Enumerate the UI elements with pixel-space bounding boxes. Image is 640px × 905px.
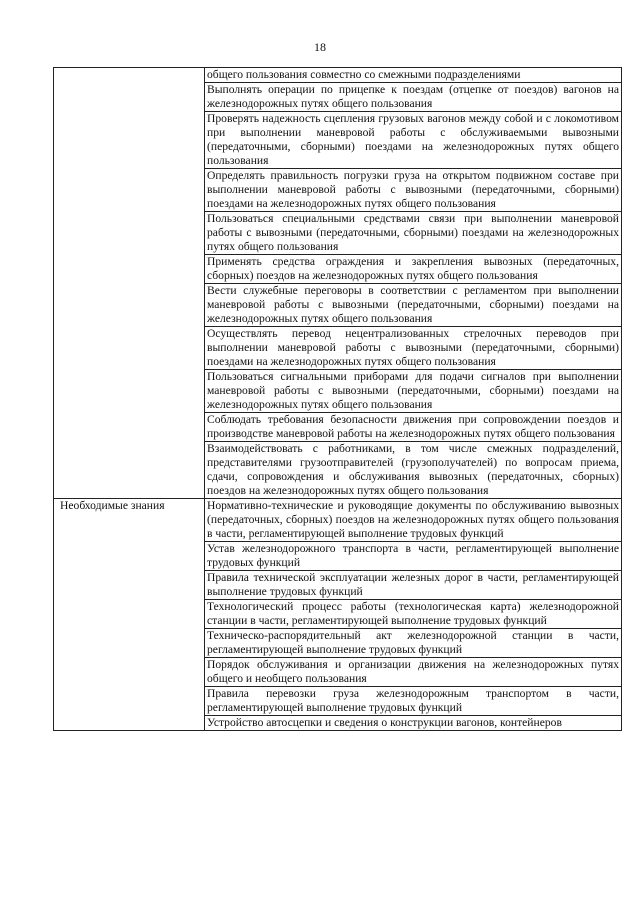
- requirement-text: Техническо-распорядительный акт железнодорожной станции в части, регламентирующей выполнение трудовых функций: [207, 629, 619, 656]
- section-label: Необходимые знания: [60, 499, 165, 512]
- requirement-text: Взаимодействовать с работниками, в том числе смежных подразделений, представителями грузоотправителей (грузополучателей) по вопросам приема, сдачи, сопровождения и обслуживания вывозных (передаточных, сборных) поездов на железнодорожных путях общего пользования: [207, 442, 619, 497]
- requirement-text: Проверять надежность сцепления грузовых вагонов между собой и с локомотивом при выполнении маневровой работы с обслуживаемыми вывозными (передаточными, сборными) поездами на железнодорожных путях общего пользования: [207, 112, 619, 167]
- requirement-text: Правила перевозки груза железнодорожным транспортом в части, регламентирующей выполнение трудовых функций: [207, 687, 619, 714]
- requirement-cell: [205, 284, 622, 327]
- requirement-text: Осуществлять перевод нецентрализованных стрелочных переводов при выполнении маневровой работы с вывозными (передаточными, сборными) поездами на железнодорожных путях общего пользования: [207, 327, 619, 368]
- requirement-cell: [205, 600, 622, 629]
- page-number: 18: [314, 40, 326, 54]
- requirement-cell: [205, 629, 622, 658]
- requirement-cell: [205, 687, 622, 716]
- requirement-cell: [205, 571, 622, 600]
- requirement-text: Нормативно-технические и руководящие документы по обслуживанию вывозных (передаточных, сборных) поездов на железнодорожных путях общего пользования в части, регламентирующей выполнение трудовых функций: [207, 499, 619, 540]
- requirement-text: Применять средства ограждения и закрепления вывозных (передаточных, сборных) поездов на железнодорожных путях общего пользования: [207, 255, 619, 282]
- requirements-table: [53, 67, 622, 731]
- requirement-cell: [205, 83, 622, 112]
- table-body: [54, 68, 622, 731]
- table-row: [54, 499, 622, 542]
- requirement-text: Выполнять операции по прицепке к поездам (отцепке от поездов) вагонов на железнодорожных путях общего пользования: [207, 83, 619, 110]
- requirement-cell: [205, 499, 622, 542]
- requirement-text: Соблюдать требования безопасности движения при сопровождении поездов и производстве маневровой работы на железнодорожных путях общего пользования: [207, 413, 619, 440]
- section-label-cell: [54, 499, 205, 731]
- requirement-text: Правила технической эксплуатации железных дорог в части, регламентирующей выполнение трудовых функций: [207, 571, 619, 598]
- requirement-text: общего пользования совместно со смежными подразделениями: [207, 68, 521, 81]
- section-label-cell: [54, 68, 205, 499]
- requirement-text: Устройство автосцепки и сведения о конструкции вагонов, контейнеров: [207, 716, 562, 729]
- requirement-cell: [205, 212, 622, 255]
- requirement-text: Устав железнодорожного транспорта в части, регламентирующей выполнение трудовых функций: [207, 542, 619, 569]
- requirement-cell: [205, 68, 622, 83]
- requirement-cell: [205, 255, 622, 284]
- requirement-cell: [205, 327, 622, 370]
- requirement-cell: [205, 658, 622, 687]
- requirement-text: Вести служебные переговоры в соответствии с регламентом при выполнении маневровой работы с вывозными (передаточными, сборными) поездами на железнодорожных путях общего пользования: [207, 284, 619, 325]
- requirement-text: Определять правильность погрузки груза на открытом подвижном составе при выполнении маневровой работы с вывозными (передаточными, сборными) поездами на железнодорожных путях общего пользования: [207, 169, 619, 210]
- requirement-cell: [205, 112, 622, 169]
- requirement-cell: [205, 370, 622, 413]
- requirement-text: Порядок обслуживания и организации движения на железнодорожных путях общего и необщего пользования: [207, 658, 619, 685]
- requirement-cell: [205, 413, 622, 442]
- table-row: [54, 68, 622, 83]
- requirement-cell: [205, 169, 622, 212]
- requirement-cell: [205, 716, 622, 731]
- requirement-text: Технологический процесс работы (технологическая карта) железнодорожной станции в части, регламентирующей выполнение трудовых функций: [207, 600, 619, 627]
- requirement-cell: [205, 442, 622, 499]
- requirement-text: Пользоваться сигнальными приборами для подачи сигналов при выполнении маневровой работы с вывозными (передаточными, сборными) поездами на железнодорожных путях общего пользования: [207, 370, 619, 411]
- requirement-cell: [205, 542, 622, 571]
- requirement-text: Пользоваться специальными средствами связи при выполнении маневровой работы с вывозными (передаточными, сборными) поездами на железнодорожных путях общего пользования: [207, 212, 619, 253]
